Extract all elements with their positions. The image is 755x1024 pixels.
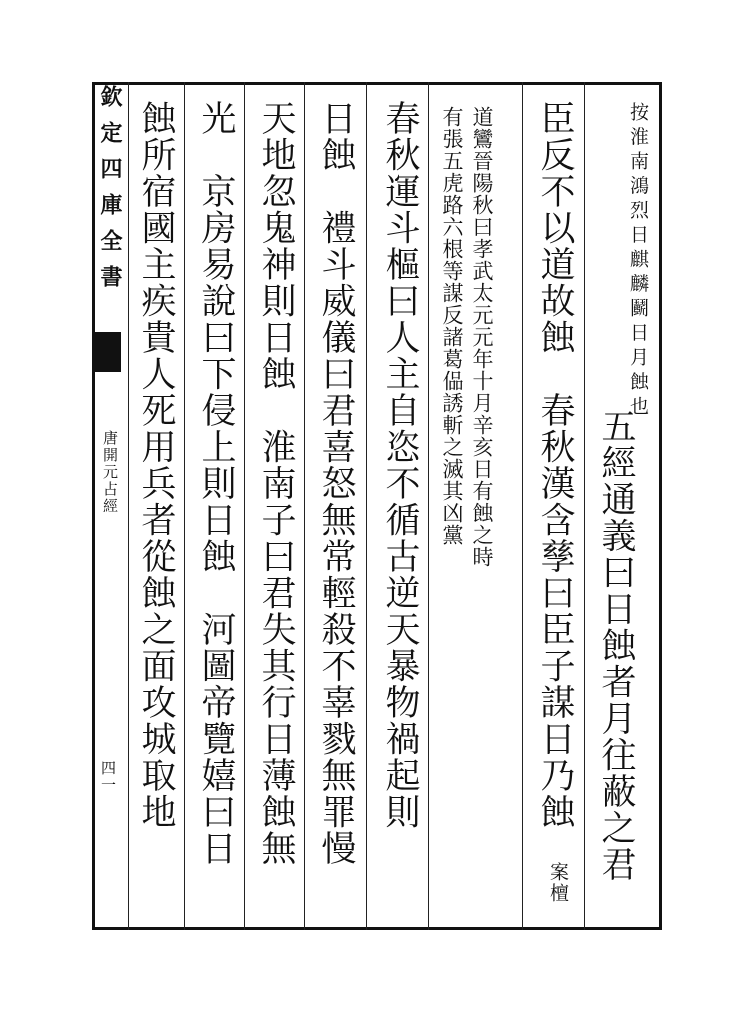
fishtail-mark bbox=[95, 332, 121, 372]
page-number: 四一 bbox=[99, 760, 117, 794]
page-number-box bbox=[95, 760, 121, 800]
column-rule bbox=[184, 82, 185, 930]
text-column-2: 臣反不以道故蝕 春秋漢含孳曰臣子謀日乃蝕 bbox=[535, 100, 575, 830]
annotation-column-1a: 按淮南鴻烈日麒麟鬬日月蝕也 bbox=[627, 102, 649, 421]
column-rule bbox=[428, 82, 429, 930]
column-rule bbox=[366, 82, 367, 930]
annotation-column-4: 有張五虎路六根等謀反諸葛偘誘斬之滅其凶黨 bbox=[440, 106, 464, 546]
annotation-column-3: 道鸞晉陽秋曰孝武太元元年十月辛亥日有蝕之時 bbox=[470, 106, 494, 568]
text-column-5: 春秋運斗樞曰人主自恣不循古逆天暴物禍起則 bbox=[380, 100, 420, 830]
text-column-6: 日蝕 禮斗威儀曰君喜怒無常輕殺不辜戮無罪慢 bbox=[316, 100, 356, 867]
text-column-7: 天地忽鬼神則日蝕 淮南子曰君失其行日薄蝕無 bbox=[256, 100, 296, 867]
book-subtitle: 唐開元占經 bbox=[101, 430, 119, 515]
column-rule bbox=[128, 82, 129, 930]
text-column-9: 蝕所宿國主疾貴人死用兵者從蝕之面攻城取地 bbox=[136, 100, 176, 830]
book-title: 欽定四庫全書 bbox=[97, 85, 123, 301]
column-rule bbox=[244, 82, 245, 930]
column-rule bbox=[584, 82, 585, 930]
column-rule bbox=[522, 82, 523, 930]
annotation-note: 案檀 bbox=[547, 862, 569, 904]
text-column-8: 光 京房易說曰下侵上則日蝕 河圖帝覽嬉曰日 bbox=[196, 100, 236, 867]
text-column-1: 五經通義曰日蝕者月往蔽之君 bbox=[596, 408, 636, 883]
column-rule bbox=[304, 82, 305, 930]
